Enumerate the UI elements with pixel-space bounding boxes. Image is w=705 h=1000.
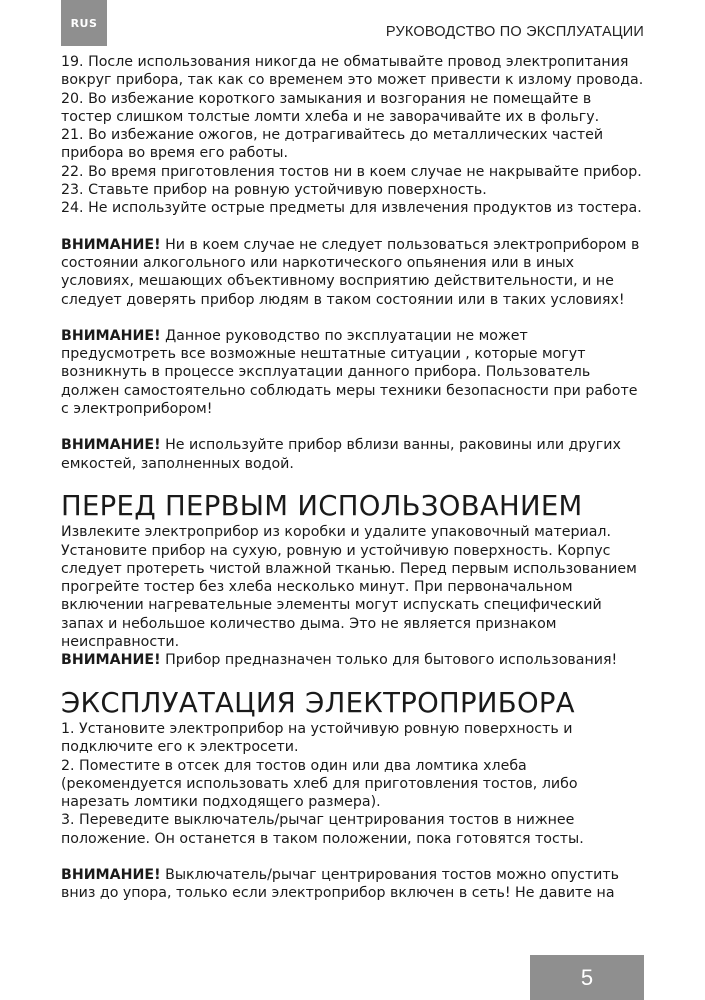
operation-step: 2. Поместите в отсек для тостов один или два ломтика хлеба (рекомендуется использовать хлеб для приготовления тостов, либо нарезать ломтики подходящего размера).	[61, 757, 578, 811]
section-heading-operation: ЭКСПЛУАТАЦИЯ ЭЛЕКТРОПРИБОРА	[61, 686, 575, 719]
safety-item: 19. После использования никогда не обматывайте провод электропитания вокруг прибора, так как со временем это может привести к излому провода.	[61, 54, 644, 89]
warning-text: Прибор предназначен только для бытового использования!	[160, 652, 618, 669]
manual-title: РУКОВОДСТВО ПО ЭКСПЛУАТАЦИИ	[385, 24, 644, 40]
safety-item: 23. Ставьте прибор на ровную устойчивую поверхность.	[61, 182, 487, 199]
warning-paragraph	[61, 236, 645, 309]
language-tab: RUS	[61, 0, 107, 46]
page-content	[61, 53, 645, 903]
operation-step: 1. Установите электроприбор на устойчивую ровную поверхность и подключите его к электросети.	[61, 720, 573, 756]
safety-item: 22. Во время приготовления тостов ни в коем случае не накрывайте прибор.	[61, 163, 642, 180]
safety-item: 20. Во избежание короткого замыкания и возгорания не помещайте в тостер слишком толстые ломти хлеба и не заворачивайте их в фольгу.	[61, 90, 600, 125]
warning-paragraph	[61, 436, 645, 473]
warning-label: ВНИМАНИЕ!	[61, 236, 161, 253]
safety-list	[61, 53, 645, 218]
warning-label: ВНИМАНИЕ!	[61, 437, 161, 454]
warning-text: Выключатель/рычаг центрирования тостов можно опустить вниз до упора, только если электроприбор включен в сеть! Не давите на	[61, 866, 620, 902]
page-number: 5	[530, 955, 644, 1000]
safety-item: 24. Не используйте острые предметы для извлечения продуктов из тостера.	[61, 200, 642, 217]
warning-text: Данное руководство по эксплуатации не может предусмотреть все возможные нештатные ситуации , которые могут возникнуть в процессе эксплуатации данного прибора. Пользователь должен самостоятельно соблюдать меры техники безопасности при работе с электроприбором!	[61, 327, 638, 418]
operation-steps	[61, 720, 645, 848]
warning-paragraph	[61, 651, 645, 669]
warning-paragraph	[61, 327, 645, 418]
warning-paragraph	[61, 866, 645, 903]
warning-label: ВНИМАНИЕ!	[61, 866, 161, 883]
warning-label: ВНИМАНИЕ!	[61, 327, 161, 344]
warning-label: ВНИМАНИЕ!	[61, 652, 161, 669]
section-heading-first-use: ПЕРЕД ПЕРВЫМ ИСПОЛЬЗОВАНИЕМ	[61, 489, 583, 522]
safety-item: 21. Во избежание ожогов, не дотрагивайтесь до металлических частей прибора во время его работы.	[61, 127, 604, 162]
warning-text: Не используйте прибор вблизи ванны, раковины или других емкостей, заполненных водой.	[61, 437, 621, 472]
first-use-body: Извлеките электроприбор из коробки и удалите упаковочный материал. Установите прибор на сухую, ровную и устойчивую поверхность. Корпус следует протереть чистой влажной тканью. Перед первым использованием прогрейте тостер без хлеба несколько минут. При первоначальном включении нагревательные элементы могут испускать специфический запах и небольшое количество дыма. Это не является признаком неисправности.	[61, 524, 637, 651]
operation-step: 3. Переведите выключатель/рычаг центрирования тостов в нижнее положение. Он останется в таком положении, пока готовятся тосты.	[61, 812, 584, 847]
warning-text: Ни в коем случае не следует пользоваться электроприбором в состоянии алкогольного или наркотического опьянения или в иных условиях, мешающих объективному восприятию действительности, и не следует доверять прибор людям в таком состоянии или в таких условиях!	[61, 236, 640, 308]
